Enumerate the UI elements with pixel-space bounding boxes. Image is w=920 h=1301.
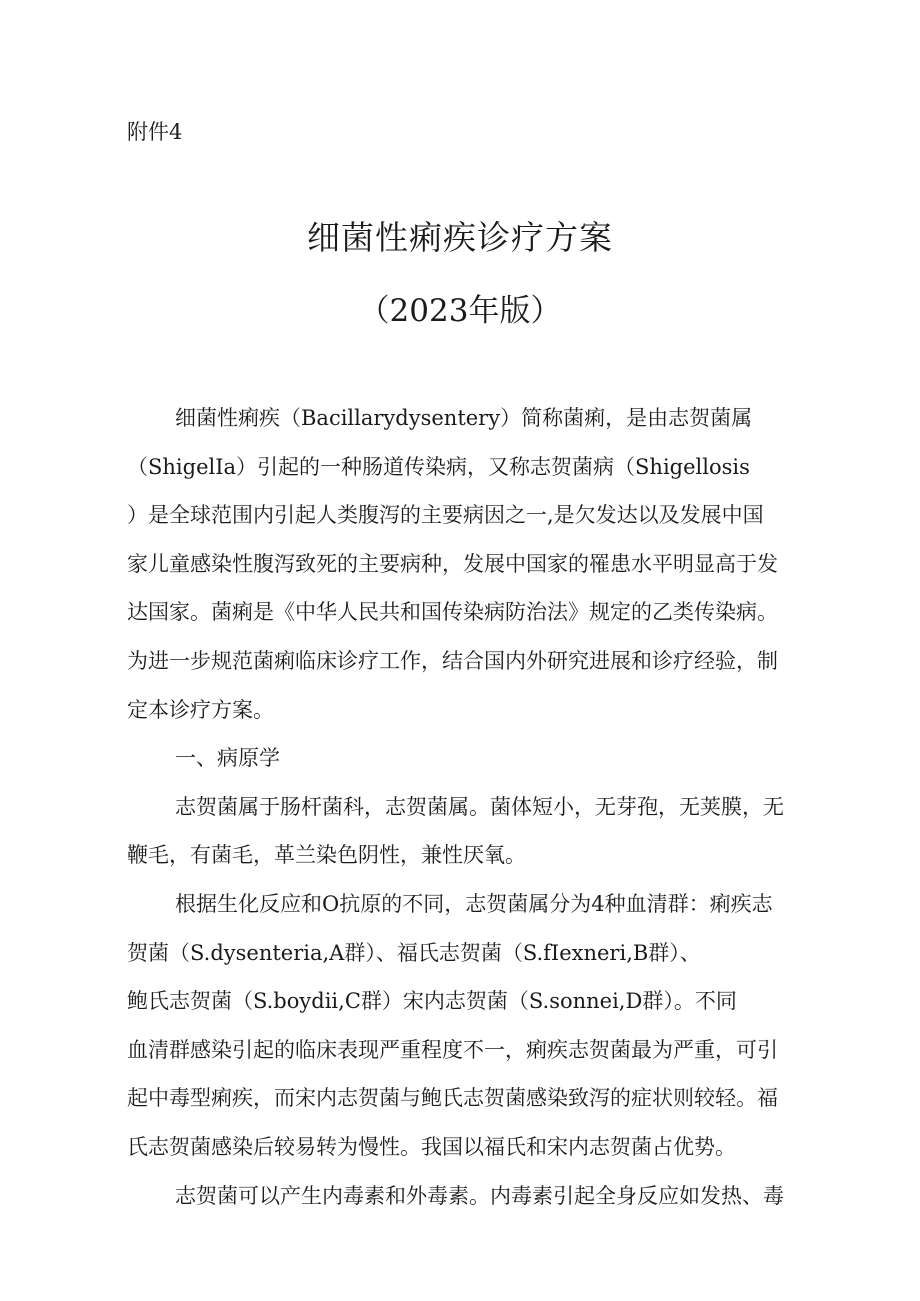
text-line: 氏志贺菌感染后较易转为慢性。我国以福氏和宋内志贺菌占优势。 (127, 1134, 736, 1159)
text-line: 贺菌（S.dysenteria,A群）、福氏志贺菌（S.fIexneri,B群）、 (127, 940, 701, 965)
text-line: 定本诊疗方案。 (127, 697, 274, 722)
text-line: 细菌性痢疾（Bacillarydysentery）简称菌痢，是由志贺菌属 (175, 406, 753, 430)
text-line: 血清群感染引起的临床表现严重程度不一，痢疾志贺菌最为严重，可引 (127, 1037, 778, 1062)
text-line: ）是全球范围内引起人类腹泻的主要病因之一,是欠发达以及发展中国 (127, 503, 764, 528)
text-line: 志贺菌属于肠杆菌科，志贺菌属。菌体短小，无芽孢，无荚膜，无 (175, 794, 784, 819)
document-body (127, 398, 807, 1224)
document-title: 细菌性痢疾诊疗方案 (307, 218, 613, 257)
text-line: 鞭毛，有菌毛，革兰染色阴性，兼性厌氧。 (127, 843, 526, 868)
text-line: 志贺菌可以产生内毒素和外毒素。内毒素引起全身反应如发热、毒 (175, 1183, 784, 1208)
text-line: 起中毒型痢疾，而宋内志贺菌与鲍氏志贺菌感染致泻的症状则较轻。福 (127, 1086, 778, 1111)
text-line: （ShigelIa）引起的一种肠道传染病，又称志贺菌病（Shigellosis (127, 454, 750, 479)
document-subtitle: （2023年版） (358, 293, 562, 329)
text-line: 一、病原学 (175, 746, 280, 771)
text-line: 根据生化反应和O抗原的不同，志贺菌属分为4种血清群：痢疾志 (175, 891, 773, 916)
text-line: 家儿童感染性腹泻致死的主要病种，发展中国家的罹患水平明显高于发 (127, 551, 778, 576)
attachment-label: 附件4 (127, 120, 183, 144)
text-line: 鲍氏志贺菌（S.boydii,C群）宋内志贺菌（S.sonnei,D群）。不同 (127, 989, 737, 1014)
text-line: 为进一步规范菌痢临床诊疗工作，结合国内外研究进展和诊疗经验，制 (127, 648, 778, 673)
text-line: 达国家。菌痢是《中华人民共和国传染病防治法》规定的乙类传染病。 (127, 600, 778, 625)
